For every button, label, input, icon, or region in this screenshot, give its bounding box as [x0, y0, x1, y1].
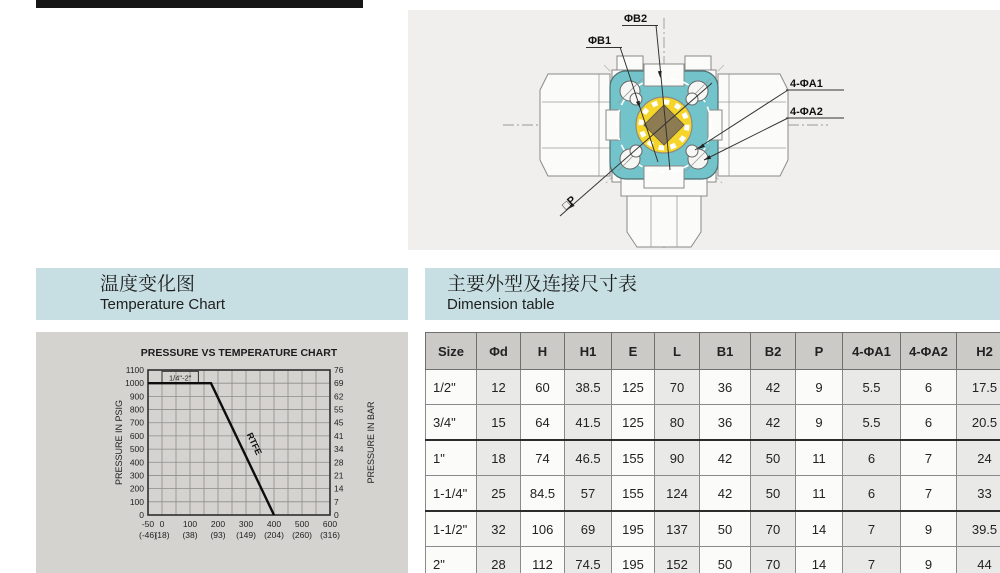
y-tick-psig: 200	[129, 483, 144, 494]
column-header: Size	[426, 333, 477, 370]
table-row	[426, 547, 1000, 573]
dimension-label-a2: 4-ΦA2	[790, 106, 823, 118]
dimension-label-b2: ΦB2	[624, 13, 648, 25]
x-tick-celsius: (38)	[182, 530, 198, 540]
x-tick-fahrenheit: 400	[266, 519, 282, 529]
pressure-temperature-chart-panel	[36, 332, 408, 573]
dimension-cell: 125	[612, 405, 655, 441]
dimension-cell: 42	[751, 405, 796, 441]
dimension-cell: 42	[751, 370, 796, 405]
column-header: Φd	[477, 333, 521, 370]
column-header: L	[655, 333, 700, 370]
dimension-cell: 24	[957, 440, 1000, 476]
x-tick-celsius: (18)	[154, 530, 170, 540]
dimension-cell: 7	[901, 440, 957, 476]
annotation-label: 1/4"-2"	[168, 373, 192, 383]
dimension-table	[425, 332, 1000, 573]
y-axis-label-left: PRESSURE IN PSIG	[114, 399, 124, 486]
column-header: P	[796, 333, 843, 370]
table-row	[426, 405, 1000, 441]
series-label: RTFE	[244, 431, 264, 457]
dimension-cell: 125	[612, 370, 655, 405]
dimension-cell: 6	[843, 476, 901, 512]
y-tick-bar: 7	[334, 496, 339, 507]
bottom-port-hex	[627, 196, 701, 247]
right-port-hex	[718, 74, 788, 176]
dimension-cell: 195	[612, 511, 655, 547]
y-tick-bar: 55	[334, 404, 344, 415]
dimension-cell: 195	[612, 547, 655, 573]
y-tick-psig: 1000	[125, 378, 144, 389]
dimension-cell: 46.5	[565, 440, 612, 476]
dimension-cell: 7	[901, 476, 957, 512]
x-tick-fahrenheit: 100	[182, 519, 198, 529]
y-tick-bar: 62	[334, 391, 344, 402]
x-tick-fahrenheit: 500	[294, 519, 310, 529]
chart-title: PRESSURE VS TEMPERATURE CHART	[140, 347, 338, 359]
dimension-cell: 11	[796, 476, 843, 512]
size-cell: 1"	[426, 440, 477, 476]
y-tick-bar: 41	[334, 430, 344, 441]
dimension-cell: 14	[796, 547, 843, 573]
dimension-cell: 152	[655, 547, 700, 573]
x-tick-fahrenheit: 300	[238, 519, 254, 529]
y-tick-bar: 28	[334, 457, 344, 468]
dimension-cell: 7	[843, 547, 901, 573]
y-tick-bar: 14	[334, 483, 344, 494]
pressure-temperature-chart	[36, 332, 408, 573]
dimension-cell: 32	[477, 511, 521, 547]
dimension-cell: 42	[700, 476, 751, 512]
y-tick-psig: 400	[129, 457, 144, 468]
dimension-cell: 36	[700, 370, 751, 405]
flange-notch-right	[708, 110, 722, 140]
size-cell: 1/2"	[426, 370, 477, 405]
table-row	[426, 440, 1000, 476]
dimension-cell: 5.5	[843, 370, 901, 405]
mount-hole	[686, 145, 698, 157]
dimension-cell: 124	[655, 476, 700, 512]
y-tick-psig: 700	[129, 417, 144, 428]
size-cell: 2"	[426, 547, 477, 573]
dimension-cell: 137	[655, 511, 700, 547]
temperature-chart-title-zh: 温度变化图	[100, 274, 196, 295]
dimension-cell: 106	[521, 511, 565, 547]
x-tick-celsius: (93)	[210, 530, 226, 540]
y-tick-psig: 600	[129, 430, 144, 441]
dimension-cell: 7	[843, 511, 901, 547]
x-tick-fahrenheit: 200	[210, 519, 226, 529]
dimension-label-a1: 4-ΦA1	[790, 78, 823, 90]
column-header: B2	[751, 333, 796, 370]
size-cell: 1-1/4"	[426, 476, 477, 512]
dimension-cell: 64	[521, 405, 565, 441]
column-header: E	[612, 333, 655, 370]
dimension-cell: 112	[521, 547, 565, 573]
dimension-cell: 74	[521, 440, 565, 476]
y-tick-bar: 34	[334, 444, 344, 455]
y-tick-psig: 1100	[125, 365, 144, 375]
column-header: H	[521, 333, 565, 370]
dimension-cell: 15	[477, 405, 521, 441]
dimension-cell: 36	[700, 405, 751, 441]
dimension-cell: 14	[796, 511, 843, 547]
x-tick-fahrenheit: 600	[322, 519, 338, 529]
dimension-cell: 5.5	[843, 405, 901, 441]
table-row	[426, 370, 1000, 405]
x-tick-celsius: (204)	[264, 530, 284, 540]
dimension-cell: 9	[796, 405, 843, 441]
temperature-chart-header	[36, 268, 408, 320]
y-tick-psig: 100	[129, 496, 144, 507]
y-tick-psig: 800	[129, 404, 144, 415]
left-port-hex	[540, 74, 610, 176]
dimension-cell: 20.5	[957, 405, 1000, 441]
dimension-cell: 6	[901, 370, 957, 405]
dimension-cell: 155	[612, 440, 655, 476]
dimension-cell: 25	[477, 476, 521, 512]
top-accent-bar	[36, 0, 363, 8]
y-tick-psig: 500	[129, 444, 144, 455]
dimension-cell: 12	[477, 370, 521, 405]
column-header: 4-ΦA1	[843, 333, 901, 370]
dimension-table-title-en: Dimension table	[447, 296, 555, 313]
x-tick-celsius: (-46)	[139, 530, 157, 540]
dimension-table-title-zh: 主要外型及连接尺寸表	[447, 274, 638, 295]
dimension-cell: 44	[957, 547, 1000, 573]
dimension-cell: 9	[901, 547, 957, 573]
dimension-cell: 60	[521, 370, 565, 405]
y-tick-bar: 0	[334, 510, 339, 520]
size-cell: 1-1/2"	[426, 511, 477, 547]
y-tick-bar: 21	[334, 470, 344, 481]
dimension-cell: 74.5	[565, 547, 612, 573]
y-tick-psig: 900	[129, 391, 144, 402]
y-tick-bar: 69	[334, 378, 344, 389]
dimension-cell: 38.5	[565, 370, 612, 405]
table-header-row	[426, 333, 1000, 370]
x-tick-fahrenheit: 0	[159, 519, 165, 529]
dimension-cell: 50	[751, 476, 796, 512]
dimension-cell: 69	[565, 511, 612, 547]
column-header: B1	[700, 333, 751, 370]
dimension-cell: 42	[700, 440, 751, 476]
dimension-cell: 50	[700, 511, 751, 547]
dimension-cell: 17.5	[957, 370, 1000, 405]
dimension-cell: 90	[655, 440, 700, 476]
dimension-cell: 84.5	[521, 476, 565, 512]
dimension-cell: 6	[843, 440, 901, 476]
dimension-cell: 80	[655, 405, 700, 441]
dimension-cell: 9	[901, 511, 957, 547]
dimension-cell: 18	[477, 440, 521, 476]
y-tick-psig: 0	[139, 510, 144, 520]
x-tick-celsius: (316)	[320, 530, 340, 540]
dimension-cell: 70	[751, 511, 796, 547]
dimension-cell: 50	[751, 440, 796, 476]
mount-hole	[686, 93, 698, 105]
y-tick-bar: 45	[334, 417, 344, 428]
column-header: H2	[957, 333, 1000, 370]
valve-drawing	[408, 10, 1000, 250]
dimension-label-b1: ΦB1	[588, 35, 612, 47]
dimension-cell: 70	[751, 547, 796, 573]
dimension-label-p: □P	[560, 194, 579, 213]
dimension-cell: 28	[477, 547, 521, 573]
dimension-table-panel	[425, 332, 1000, 573]
dimension-cell: 57	[565, 476, 612, 512]
dimension-table-header	[425, 268, 1000, 320]
y-tick-psig: 300	[129, 470, 144, 481]
valve-drawing-panel	[408, 10, 1000, 250]
table-row	[426, 476, 1000, 512]
flange-notch-top	[644, 64, 684, 86]
mount-hole	[630, 145, 642, 157]
dimension-cell: 9	[796, 370, 843, 405]
dimension-cell: 6	[901, 405, 957, 441]
column-header: H1	[565, 333, 612, 370]
dimension-cell: 41.5	[565, 405, 612, 441]
table-row	[426, 511, 1000, 547]
x-tick-celsius: (260)	[292, 530, 312, 540]
x-tick-celsius: (149)	[236, 530, 256, 540]
dimension-cell: 33	[957, 476, 1000, 512]
dimension-cell: 70	[655, 370, 700, 405]
y-tick-bar: 76	[334, 365, 344, 375]
dimension-cell: 50	[700, 547, 751, 573]
dimension-cell: 39.5	[957, 511, 1000, 547]
dimension-cell: 11	[796, 440, 843, 476]
temperature-chart-title-en: Temperature Chart	[100, 296, 226, 313]
column-header: 4-ΦA2	[901, 333, 957, 370]
dimension-cell: 155	[612, 476, 655, 512]
x-tick-fahrenheit: -50	[141, 519, 155, 529]
y-axis-label-right: PRESSURE IN BAR	[366, 401, 376, 484]
size-cell: 3/4"	[426, 405, 477, 441]
